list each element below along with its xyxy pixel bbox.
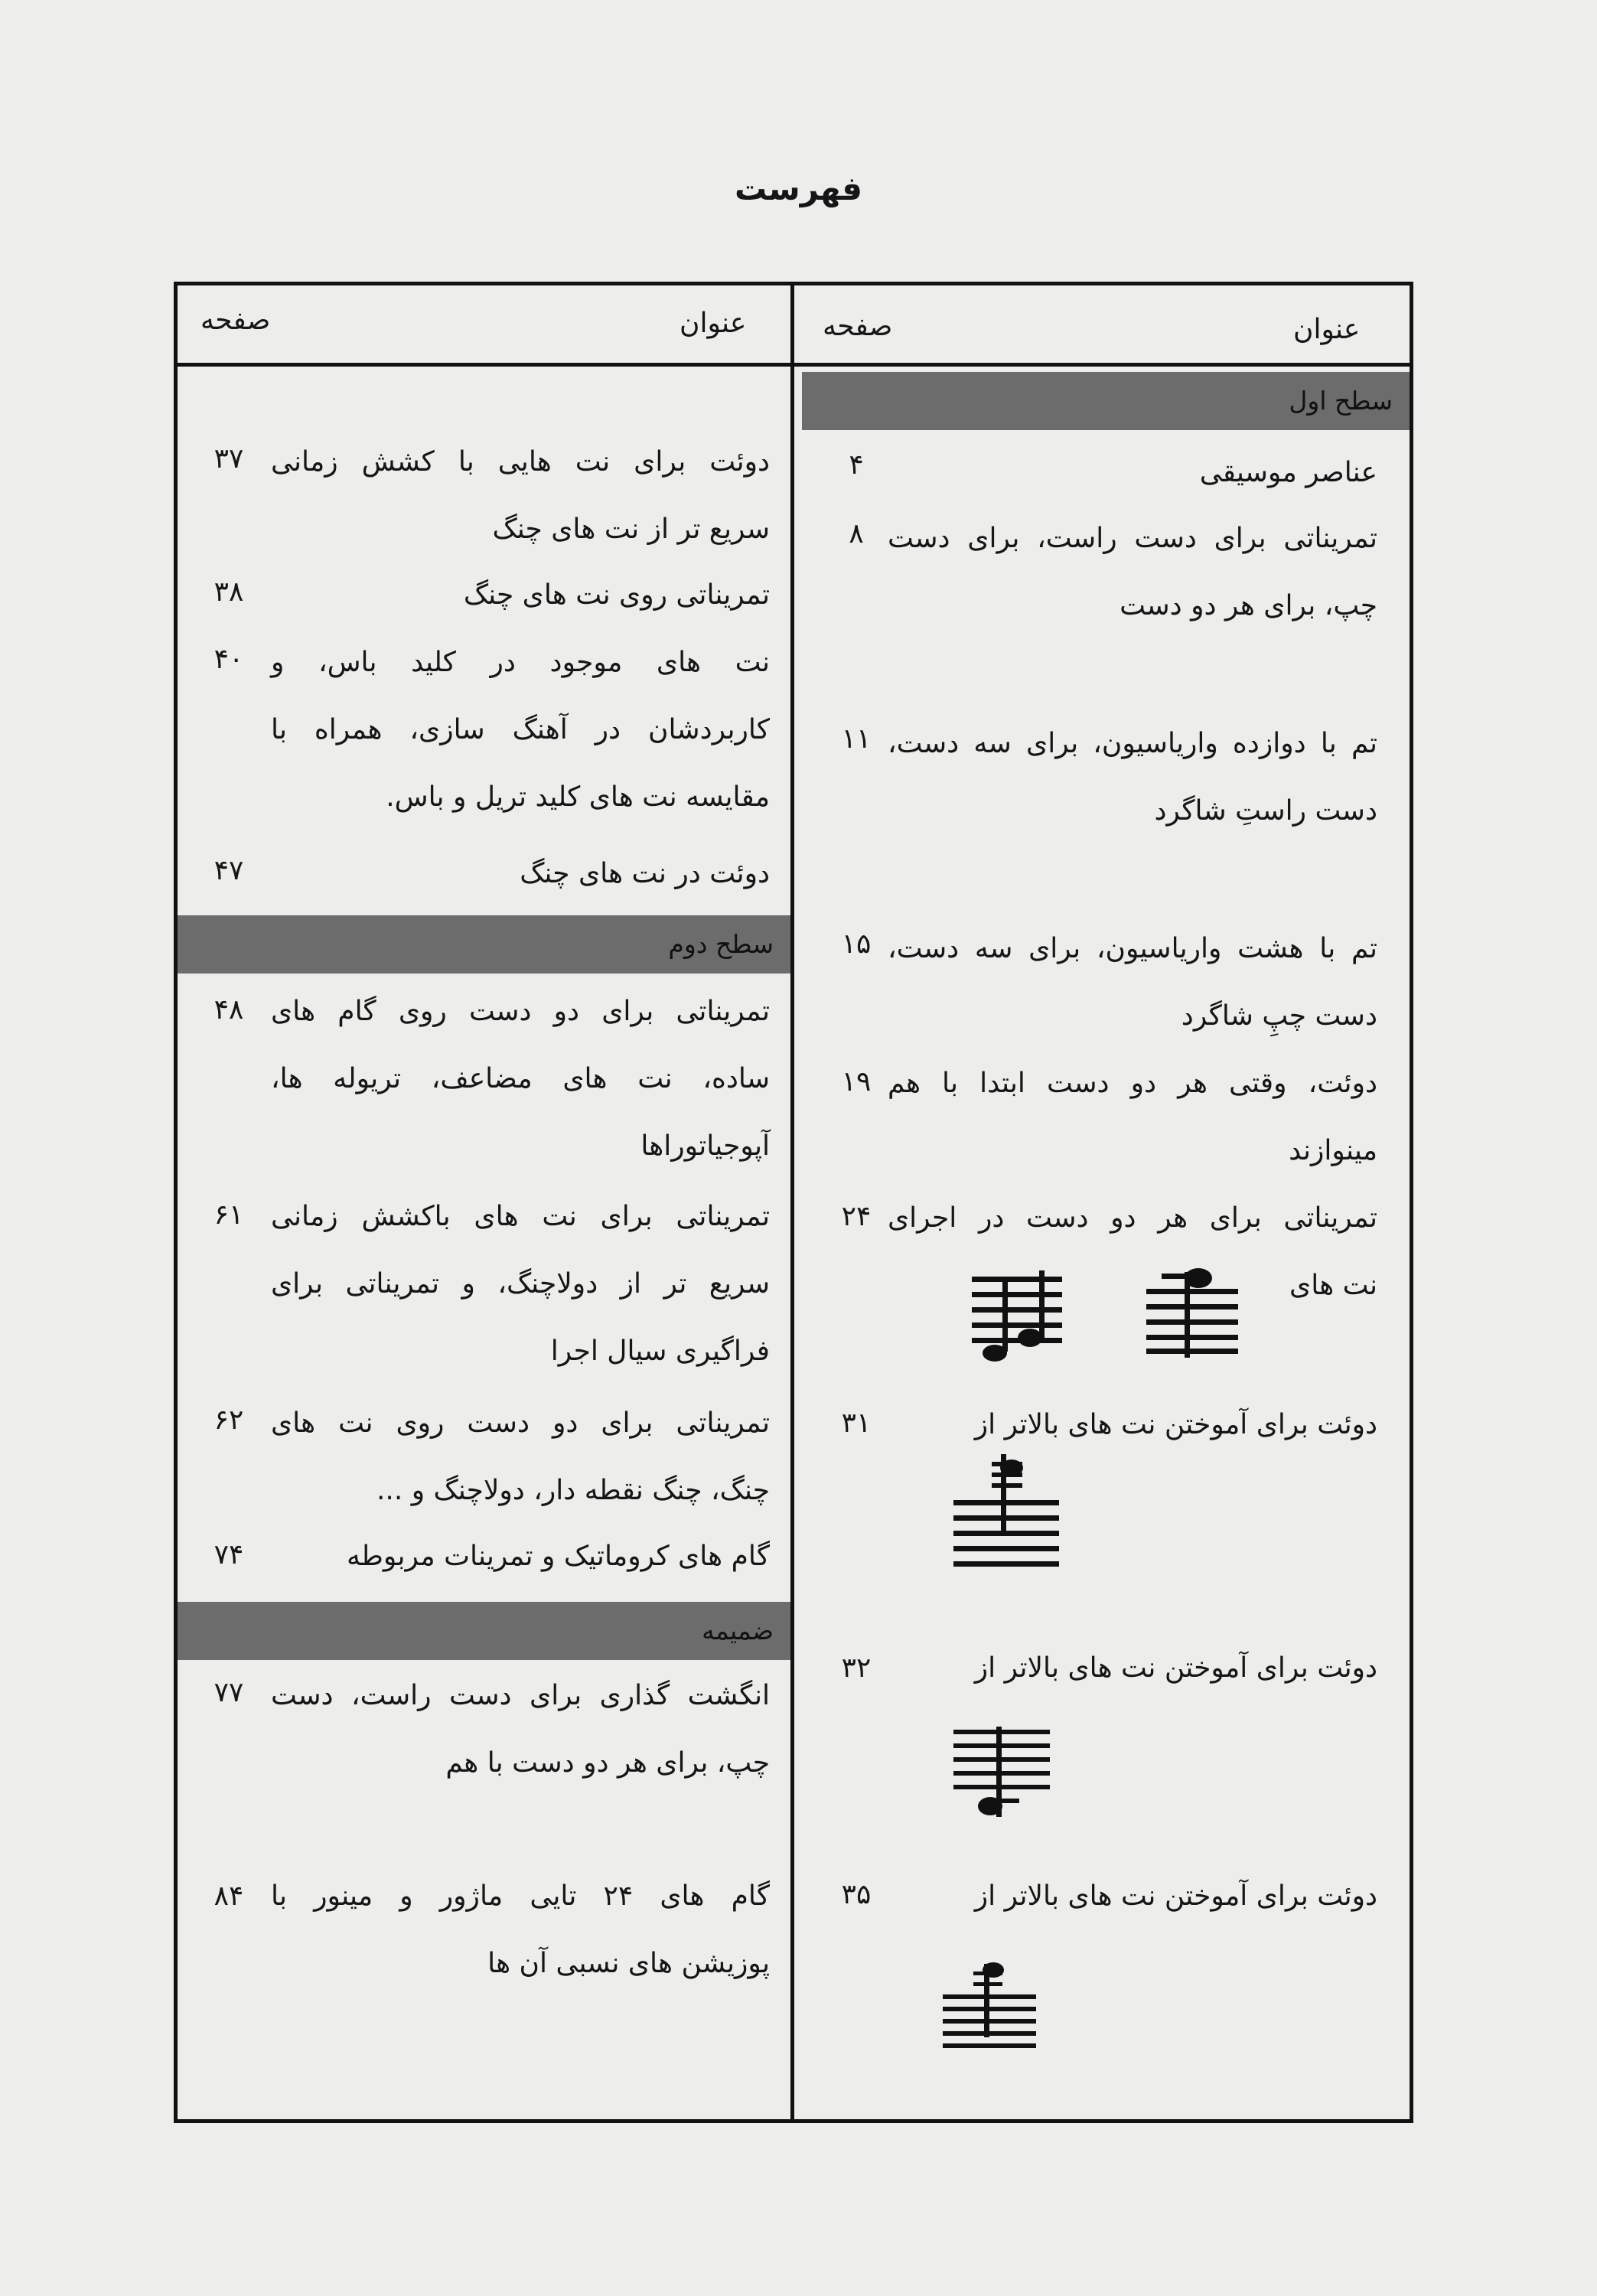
- toc-entry: گام های ۲۴ تایی ماژور و مینور با پوزیشن های نسبی آن ها: [271, 1880, 770, 1979]
- page-number: ۳۲: [841, 1652, 872, 1684]
- toc-entry: دوئت در نت های چنگ: [520, 858, 770, 889]
- toc-entry: نت های موجود در کلید باس، و کاربردشان در آهنگ سازی، همراه با مقایسه نت های کلید تریل و باس.: [271, 647, 770, 813]
- page-number: ۳۸: [213, 576, 244, 608]
- toc-entry: تمریناتی برای نت های باکشش زمانی سریع تر از دولاچنگ، و تمریناتی برای فراگیری سیال اجرا: [271, 1201, 770, 1367]
- staff-note-flag-icon: [972, 1264, 1071, 1364]
- toc-entry: دوئت برای آموختن نت های بالاتر از: [974, 1880, 1377, 1912]
- toc-entry: تم با دوازده واریاسیون، برای سه دست، دست راستِ شاگرد: [888, 728, 1377, 827]
- column-divider: [790, 282, 794, 2123]
- toc-entry: تم با هشت واریاسیون، برای سه دست، دست چپِ شاگرد: [888, 933, 1377, 1032]
- page-title: فهرست: [734, 170, 863, 207]
- page-number: ۳۵: [841, 1879, 872, 1910]
- toc-entry: دوئت برای نت هایی با کشش زمانی سریع تر از نت های چنگ: [271, 446, 770, 545]
- page-number: ۴۷: [213, 855, 244, 886]
- low-note-staff-icon: [953, 1707, 1061, 1821]
- high-note-staff-icon: [943, 1956, 1050, 2056]
- page-number: ۶۱: [213, 1199, 244, 1231]
- page-number: ۴: [849, 449, 864, 481]
- page-number: ۳۱: [841, 1407, 872, 1439]
- header-page-left: صفحه: [200, 305, 271, 336]
- page-number: ۶۲: [213, 1404, 244, 1436]
- section-band-appendix: ضمیمه: [178, 1602, 790, 1660]
- header-page-right: صفحه: [823, 311, 893, 342]
- toc-entry: دوئت برای آموختن نت های بالاتر از: [974, 1652, 1377, 1684]
- page-number: ۱۹: [841, 1066, 872, 1097]
- header-rule-left: [178, 363, 790, 367]
- toc-entry: گام های کروماتیک و تمرینات مربوطه: [346, 1541, 770, 1572]
- page-number: ۷۷: [213, 1677, 244, 1708]
- section-band-level2: سطح دوم: [178, 915, 790, 974]
- toc-entry: دوئت، وقتی هر دو دست ابتدا با هم مینوازند: [888, 1068, 1377, 1166]
- toc-entry: انگشت گذاری برای دست راست، دست چپ، برای هر دو دست با هم: [271, 1680, 770, 1779]
- page-number: ۸۴: [213, 1880, 244, 1912]
- page-number: ۱۱: [841, 723, 872, 755]
- staff-note-ledger-icon: [1146, 1266, 1246, 1358]
- high-note-staff-icon: [953, 1454, 1061, 1569]
- toc-entry: تمریناتی برای دو دست روی گام های ساده، نت های مضاعف، تریوله ها، آپوجیاتوراها: [271, 996, 770, 1162]
- toc-entry: تمریناتی برای دست راست، برای دست چپ، برای هر دو دست: [888, 523, 1377, 621]
- toc-entry: تمریناتی روی نت های چنگ: [463, 579, 770, 611]
- toc-entry: تمریناتی برای دو دست روی نت های چنگ، چنگ نقطه دار، دولاچنگ و ...: [271, 1407, 770, 1506]
- page-number: ۱۵: [841, 928, 872, 960]
- header-title-right: عنوان: [1293, 314, 1361, 345]
- page-number: ۸: [849, 518, 864, 550]
- toc-entry: دوئت برای آموختن نت های بالاتر از: [974, 1409, 1377, 1440]
- page-number: ۷۴: [213, 1539, 244, 1570]
- page-number: ۴۰: [213, 644, 244, 675]
- toc-entry: تمریناتی برای هر دو دست در اجرای نت های: [888, 1202, 1377, 1301]
- header-title-left: عنوان: [680, 308, 747, 339]
- header-rule-right: [794, 363, 1410, 367]
- page-number: ۲۴: [841, 1201, 872, 1232]
- page-number: ۴۸: [213, 994, 244, 1026]
- toc-entry: عناصر موسیقی: [1199, 457, 1377, 488]
- page-number: ۳۷: [213, 443, 244, 475]
- section-band-level1: سطح اول: [802, 372, 1410, 430]
